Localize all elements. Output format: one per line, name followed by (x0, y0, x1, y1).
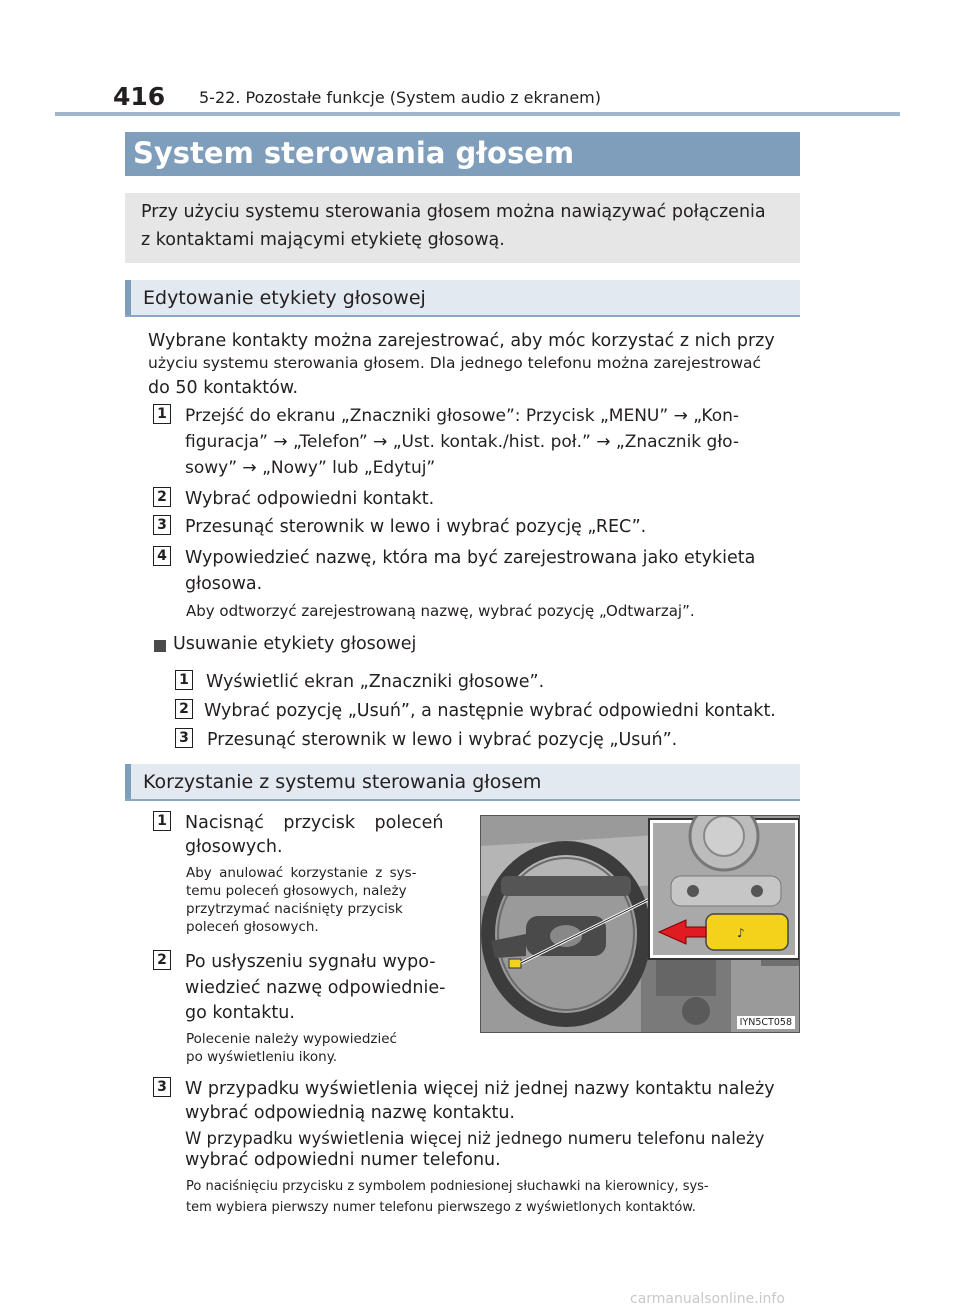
sub-step-number-3: 3 (175, 728, 193, 748)
voice-step-1-line-2: głosowych. (185, 837, 283, 857)
voice-step-2-line-1: Po usłyszeniu sygnału wypo- (185, 952, 436, 972)
title-bar (125, 132, 800, 176)
step-4-note: Aby odtworzyć zarejestrowaną nazwę, wybrać pozycję „Odtwarzaj”. (186, 602, 695, 620)
voice-step-number-3: 3 (153, 1077, 171, 1097)
voice-step-2-note-2: po wyświetleniu ikony. (186, 1049, 338, 1065)
step-1-line-2: figuracja” → „Telefon” → „Ust. kontak./hist. poł.” → „Znacznik gło- (185, 432, 740, 452)
voice-step-1-note-1: Aby anulować korzystanie z sys- (186, 865, 417, 881)
sub-step-1-text: Wyświetlić ekran „Znaczniki głosowe”. (206, 672, 545, 692)
footer-watermark: carmanualsonline.info (630, 1291, 785, 1307)
step-number-3: 3 (153, 515, 171, 535)
step-2-text: Wybrać odpowiedni kontakt. (185, 489, 435, 509)
voice-step-3-line-1: W przypadku wyświetlenia więcej niż jednej nazwy kontaktu należy (185, 1079, 775, 1099)
sub-step-3-text: Przesunąć sterownik w lewo i wybrać pozycję „Usuń”. (207, 730, 678, 750)
page-title: System sterowania głosem (133, 136, 575, 170)
svg-text:♪: ♪ (737, 926, 745, 940)
voice-step-3-note-1: Po naciśnięciu przycisku z symbolem podniesionej słuchawki na kierownicy, sys- (186, 1179, 709, 1194)
sub-step-2-text: Wybrać pozycję „Usuń”, a następnie wybrać odpowiedni kontakt. (204, 701, 776, 721)
section-heading-edit-voice-tag (125, 280, 800, 317)
voice-step-number-1: 1 (153, 811, 171, 831)
step-number-1: 1 (153, 404, 171, 424)
step-3-text: Przesunąć sterownik w lewo i wybrać pozycję „REC”. (185, 517, 647, 537)
intro-line-2: z kontaktami mającymi etykietę głosową. (141, 230, 505, 250)
step-number-2: 2 (153, 487, 171, 507)
running-head: 5-22. Pozostałe funkcje (System audio z ekranem) (199, 88, 601, 107)
page-number: 416 (113, 82, 166, 111)
para-line-2: użyciu systemu sterowania głosem. Dla jednego telefonu można zarejestrować (148, 354, 762, 372)
voice-step-3-line-3: W przypadku wyświetlenia więcej niż jednego numeru telefonu należy (185, 1129, 765, 1148)
step-4-line-2: głosowa. (185, 574, 263, 594)
voice-step-1-note-4: poleceń głosowych. (186, 919, 319, 935)
section-heading-label: Korzystanie z systemu sterowania głosem (143, 771, 542, 793)
sub-heading-delete-voice-tag: Usuwanie etykiety głosowej (173, 634, 417, 654)
sub-step-number-2: 2 (175, 699, 193, 719)
voice-step-1-note-3: przytrzymać naciśnięty przycisk (186, 901, 403, 917)
section-heading-using-voice-control (125, 764, 800, 801)
illustration-code: IYN5CT058 (737, 1016, 795, 1029)
voice-step-2-line-2: wiedzieć nazwę odpowiednie- (185, 978, 446, 998)
intro-line-1: Przy użyciu systemu sterowania głosem można nawiązywać połączenia (141, 202, 766, 222)
voice-step-3-note-2: tem wybiera pierwszy numer telefonu pierwszego z wyświetlonych kontaktów. (186, 1200, 696, 1215)
voice-step-1-note-2: temu poleceń głosowych, należy (186, 883, 407, 899)
step-4-line-1: Wypowiedzieć nazwę, która ma być zarejestrowana jako etykieta (185, 548, 756, 568)
voice-step-2-note-1: Polecenie należy wypowiedzieć (186, 1031, 397, 1047)
intro-box (125, 193, 800, 263)
voice-step-number-2: 2 (153, 950, 171, 970)
voice-step-3-line-4: wybrać odpowiedni numer telefonu. (185, 1150, 501, 1170)
steering-wheel-illustration (480, 815, 800, 1033)
voice-step-3-line-2: wybrać odpowiednią nazwę kontaktu. (185, 1103, 515, 1123)
voice-step-1-line-1: Nacisnąć przycisk poleceń (185, 813, 444, 833)
voice-step-2-line-3: go kontaktu. (185, 1003, 295, 1023)
header-rule (55, 112, 900, 116)
step-1-line-1: Przejść do ekranu „Znaczniki głosowe”: Przycisk „MENU” → „Kon- (185, 406, 740, 426)
para-line-1: Wybrane kontakty można zarejestrować, aby móc korzystać z nich przy (148, 331, 775, 351)
step-1-line-3: sowy” → „Nowy” lub „Edytuj” (185, 458, 436, 478)
sub-step-number-1: 1 (175, 670, 193, 690)
section-heading-label: Edytowanie etykiety głosowej (143, 287, 426, 309)
sub-heading-bullet (154, 640, 166, 652)
step-number-4: 4 (153, 546, 171, 566)
dashboard-drawing (481, 816, 800, 1033)
para-line-3: do 50 kontaktów. (148, 378, 299, 398)
